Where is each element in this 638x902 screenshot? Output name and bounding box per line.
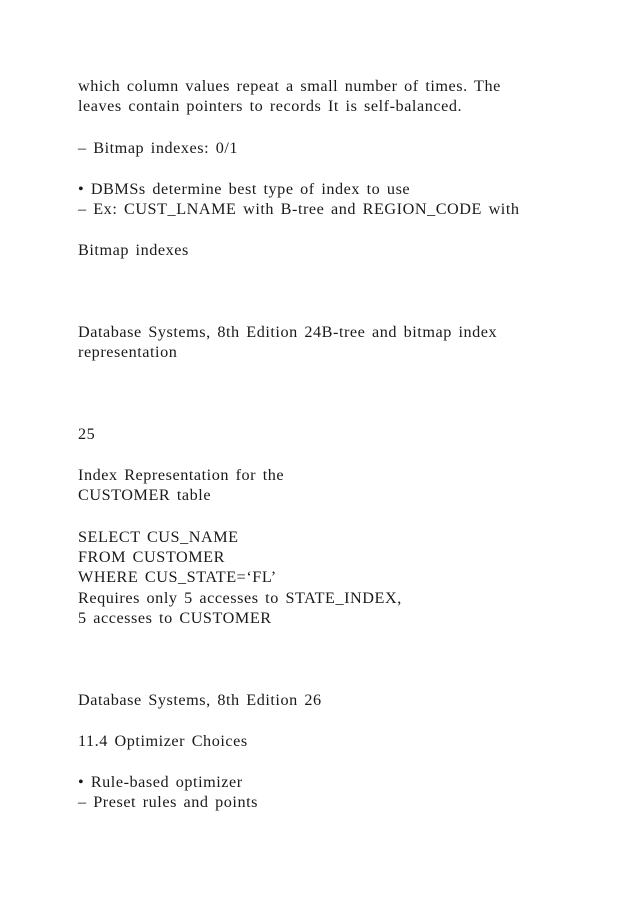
text-line-16: 5 accesses to CUSTOMER [78, 609, 272, 627]
text-line-10: Index Representation for the [78, 466, 285, 484]
text-line-12: SELECT CUS_NAME [78, 528, 239, 546]
text-line-6: Bitmap indexes [78, 241, 189, 259]
text-line-19: • Rule-based optimizer [78, 773, 243, 791]
text-line-3: – Bitmap indexes: 0/1 [78, 139, 239, 157]
text-line-13: FROM CUSTOMER [78, 548, 225, 566]
text-line-20: – Preset rules and points [78, 793, 259, 811]
text-line-7: Database Systems, 8th Edition 24B-tree and bitmap index [78, 323, 498, 341]
text-line-11: CUSTOMER table [78, 486, 212, 504]
text-line-9: 25 [78, 425, 96, 443]
text-line-14: WHERE CUS_STATE=‘FL’ [78, 568, 277, 586]
text-line-1: which column values repeat a small number of times. The [78, 77, 501, 95]
text-line-4: • DBMSs determine best type of index to use [78, 180, 411, 198]
text-line-17: Database Systems, 8th Edition 26 [78, 691, 322, 709]
text-line-15: Requires only 5 accesses to STATE_INDEX, [78, 589, 402, 607]
text-line-18: 11.4 Optimizer Choices [78, 732, 248, 750]
text-line-8: representation [78, 343, 178, 361]
text-line-5: – Ex: CUST_LNAME with B-tree and REGION_CODE with [78, 200, 520, 218]
text-line-2: leaves contain pointers to records It is self-balanced. [78, 97, 463, 115]
